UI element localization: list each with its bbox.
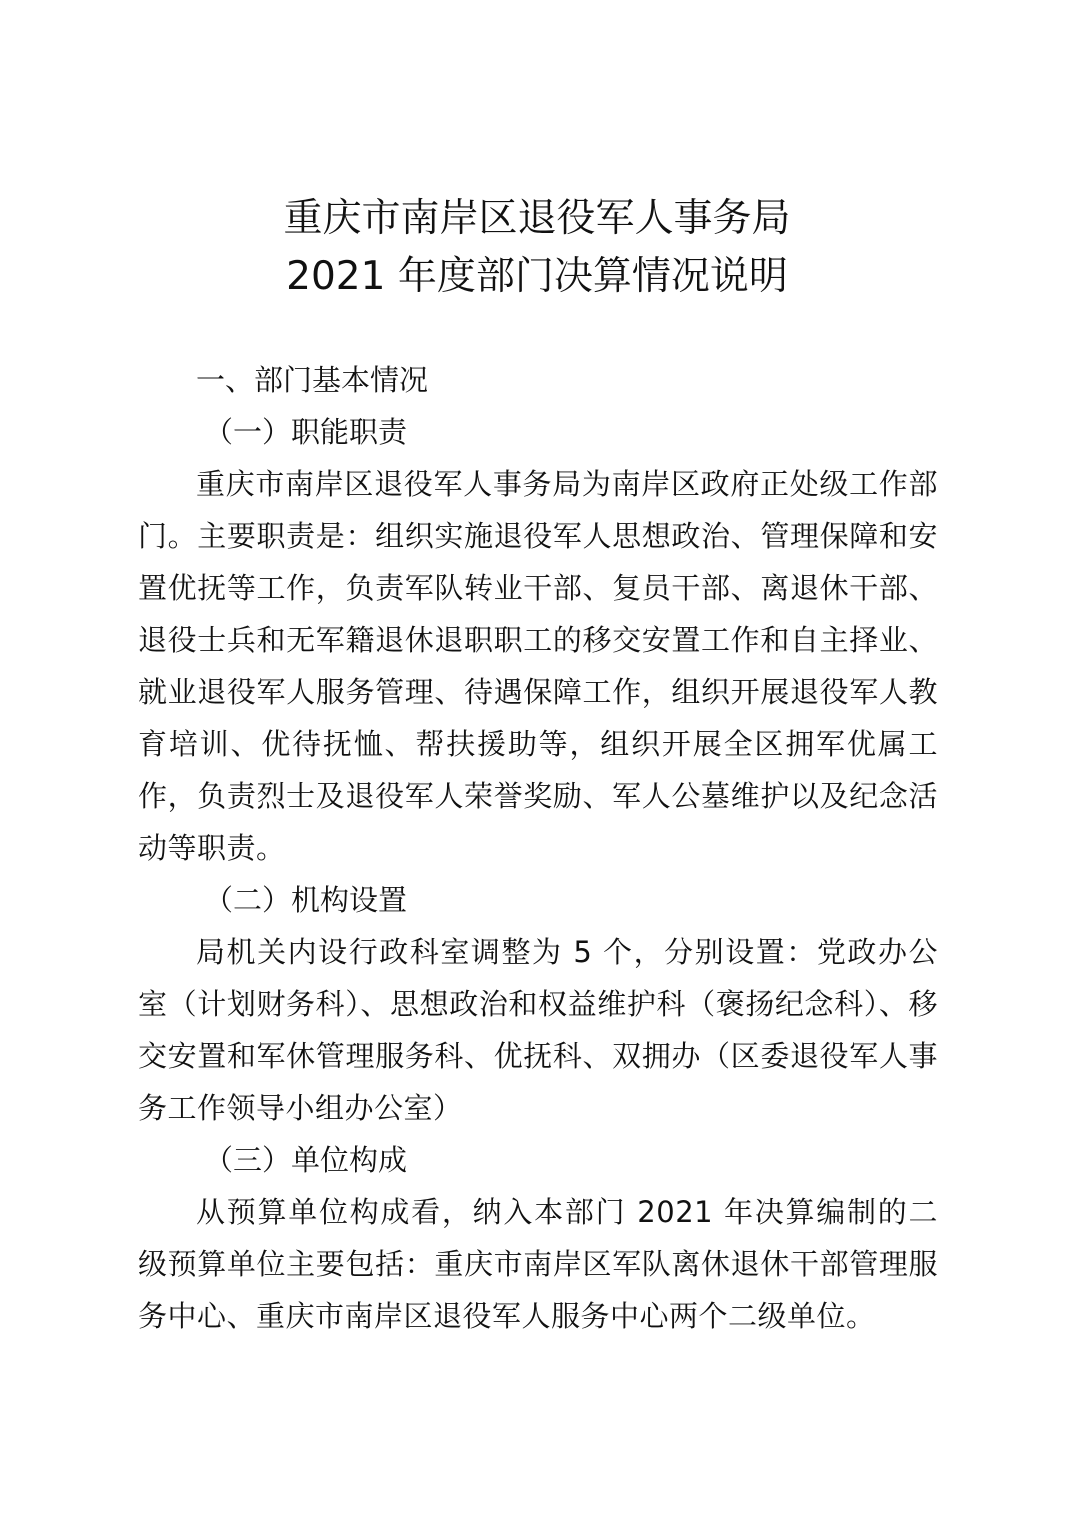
title-line-1: 重庆市南岸区退役军人事务局 (283, 196, 791, 241)
title-line-2: 2021 年度部门决算情况说明 (286, 254, 788, 299)
section-heading: 一、部门基本情况 (196, 363, 429, 397)
subsection-heading-units: （三）单位构成 (204, 1143, 408, 1177)
document-title (0, 190, 1074, 306)
subsection-heading-organization: （二）机构设置 (204, 883, 408, 917)
document-body (138, 354, 938, 1342)
paragraph-organization: 局机关内设行政科室调整为 5 个，分别设置：党政办公室（计划财务科）、思想政治和权益维护科（褒扬纪念科）、移交安置和军休管理服务科、优抚科、双拥办（区委退役军人事务工作领导小组办公室） (138, 935, 938, 1125)
paragraph-units: 从预算单位构成看，纳入本部门 2021 年决算编制的二级预算单位主要包括：重庆市南岸区军队离休退休干部管理服务中心、重庆市南岸区退役军人服务中心两个二级单位。 (138, 1195, 938, 1333)
paragraph-duties: 重庆市南岸区退役军人事务局为南岸区政府正处级工作部门。主要职责是：组织实施退役军人思想政治、管理保障和安置优抚等工作，负责军队转业干部、复员干部、离退休干部、退役士兵和无军籍退休退职职工的移交安置工作和自主择业、就业退役军人服务管理、待遇保障工作，组织开展退役军人教育培训、优待抚恤、帮扶援助等，组织开展全区拥军优属工作，负责烈士及退役军人荣誉奖励、军人公墓维护以及纪念活动等职责。 (138, 467, 938, 865)
subsection-heading-duties: （一）职能职责 (204, 415, 408, 449)
